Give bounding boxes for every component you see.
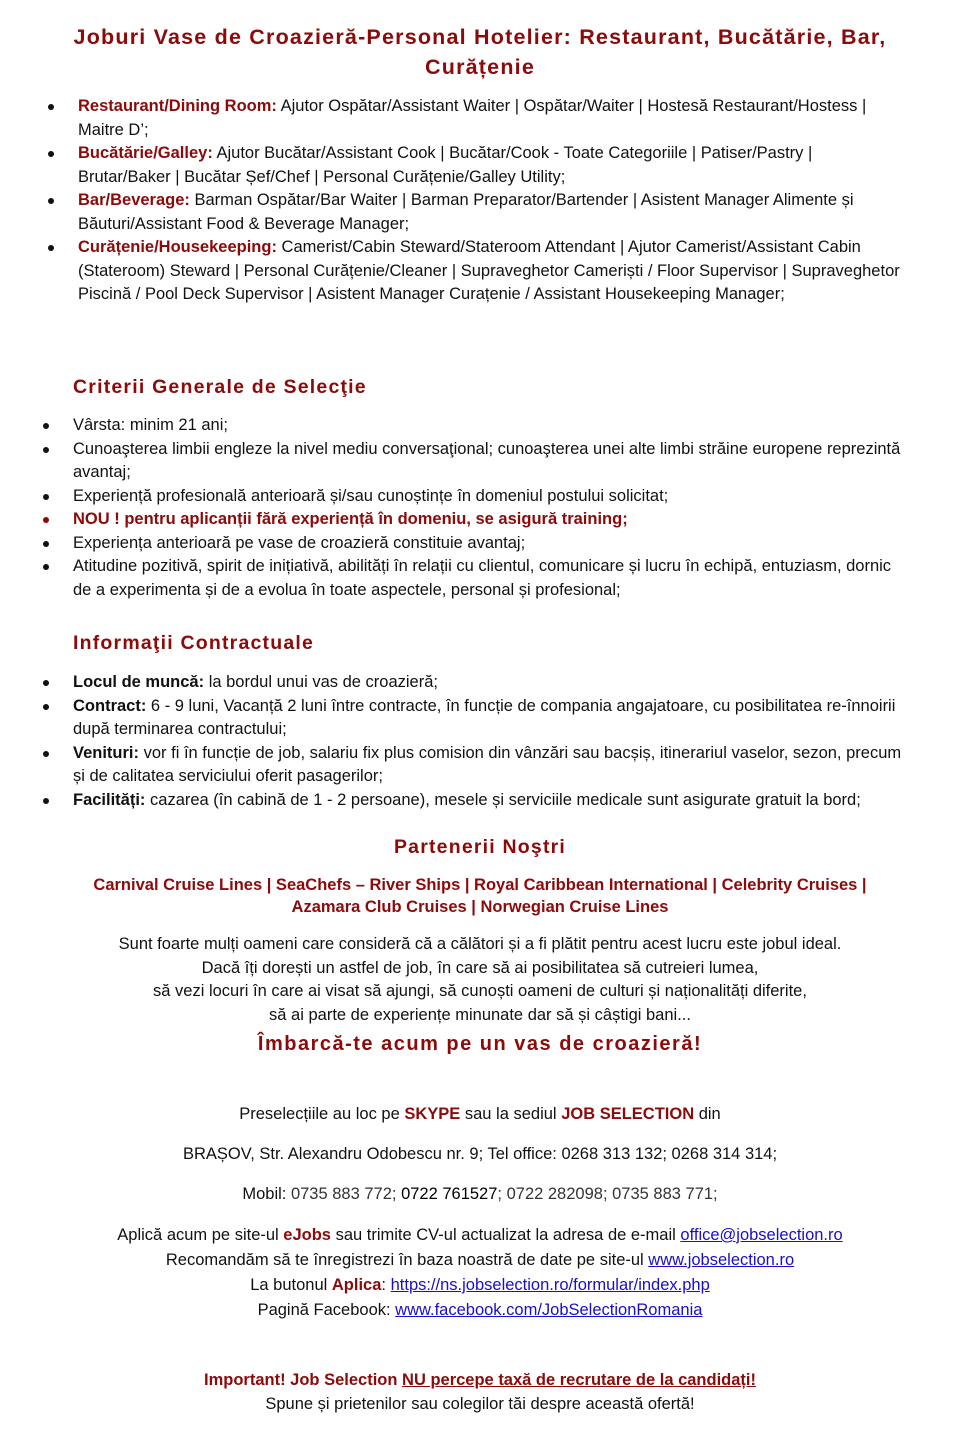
important-note [0, 1368, 960, 1392]
important-label: Important! Job Selection [204, 1371, 403, 1389]
intro-line: să vezi locuri în care ai visat să ajungi, să cunoști oameni de culturi și naționalități diferite, [153, 982, 807, 1000]
category-label: Restaurant/Dining Room: [78, 97, 277, 115]
category-label: Curățenie/Housekeeping: [78, 238, 277, 256]
facebook-line [0, 1298, 960, 1323]
footer [0, 1368, 960, 1416]
item-text: 6 - 9 luni, Vacanță 2 luni între contracte, în funcție de compania angajatoare, cu posibilitatea re-înnoirii după terminarea contractului; [73, 696, 896, 738]
category-text: Camerist/Cabin Steward/Stateroom Attendant | Ajutor Camerist/Assistant Cabin (Stateroom) Steward | Personal Curățenie/Cleaner | Supraveghetor Cameriști / Floor Supervisor | Supraveghetor Piscină / Pool Deck Supervisor | Asistent Manager Curațenie / Assistant Housekeeping Manager; [78, 238, 900, 303]
form-line [0, 1273, 960, 1298]
criteria-heading: Criterii Generale de Selecţie [73, 376, 367, 398]
item-label: Contract: [73, 696, 147, 715]
job-categories-list [78, 95, 908, 307]
item-text: la bordul unui vas de croazieră; [204, 673, 438, 691]
partners-heading: Partenerii Noştri [393, 836, 567, 858]
category-text: Ajutor Bucătar/Assistant Cook | Bucătar/Cook - Toate Categoriile | Patiser/Pastry | Brutar/Baker | Bucătar Șef/Chef | Personal Curățenie/Galley Utility; [78, 144, 813, 186]
text: La butonul [250, 1276, 332, 1294]
partners-list: Carnival Cruise Lines | SeaChefs – River Ships | Royal Caribbean International | Celebrity Cruises | Azamara Club Cruises | Norwegian Cruise Lines [93, 876, 867, 916]
item-label: Venituri: [73, 743, 140, 762]
address-line: BRAȘOV, Str. Alexandru Odobescu nr. 9; Tel office: 0268 313 132; 0268 314 314; [182, 1145, 778, 1163]
item-label: Locul de muncă: [73, 673, 205, 691]
text: Aplică acum pe site-ul [117, 1226, 284, 1244]
call-to-action: Îmbarcă-te acum pe un vas de croazieră! [257, 1033, 703, 1055]
text: sau la sediul [460, 1105, 562, 1123]
intro-line: să ai parte de experiențe minunate dar să și câștigi bani... [269, 1005, 691, 1024]
preselection-line [0, 1103, 960, 1125]
list-item: Vârsta: minim 21 ani; [73, 414, 903, 438]
category-text: Barman Ospătar/Bar Waiter | Barman Preparator/Bartender | Asistent Manager Alimente și Băuturi/Assistant Food & Beverage Manager; [78, 191, 854, 233]
email-link[interactable]: office@jobselection.ro [680, 1226, 843, 1244]
list-item [73, 789, 903, 813]
list-item: Experiența anterioară pe vase de croazieră constituie avantaj; [73, 532, 903, 556]
item-label: Facilități: [73, 790, 146, 809]
aplica-label: Aplica [331, 1276, 382, 1294]
skype-label: SKYPE [404, 1105, 461, 1123]
ejobs-label: eJobs [283, 1226, 331, 1244]
category-text: Ajutor Ospătar/Assistant Waiter | Ospătar/Waiter | Hostesă Restaurant/Hostess | Maitre D’; [78, 97, 867, 139]
text: : [381, 1276, 391, 1294]
list-item: Atitudine pozitivă, spirit de inițiativă, abilități în relații cu clientul, comunicare și lucru în echipă, entuziasm, dornic de a experimenta și de a evolua în toate aspectele, personal și profesional; [73, 555, 903, 602]
list-item: Experiență profesională anterioară și/sau cunoștințe în domeniul postului solicitat; [73, 485, 903, 509]
form-link[interactable]: https://ns.jobselection.ro/formular/index.php [390, 1276, 710, 1294]
text: sau trimite CV-ul actualizat la adresa de e-mail [330, 1226, 681, 1244]
website-link[interactable]: www.jobselection.ro [648, 1251, 795, 1269]
contract-list [73, 671, 903, 812]
page-title: Joburi Vase de Croazieră-Personal Hotelier: Restaurant, Bucătărie, Bar, Curățenie [73, 25, 887, 79]
contract-heading: Informaţii Contractuale [73, 632, 315, 654]
apply-section [0, 1223, 960, 1323]
no-fee-note: NU percepe taxă de recrutare de la candidați! [402, 1371, 756, 1389]
list-item [78, 95, 908, 142]
list-item: Cunoaşterea limbii engleze la nivel mediu conversaţional; cunoaşterea unei alte limbi străine europene reprezintă avantaj; [73, 438, 903, 485]
text: Recomandăm să te înregistrezi în baza noastră de date pe site-ul [165, 1251, 649, 1269]
mobile-line [0, 1183, 960, 1205]
mobile-label: Mobil: [242, 1185, 291, 1203]
phone: 0735 883 772; [290, 1185, 402, 1203]
share-line: Spune și prietenilor sau colegilor tăi despre această ofertă! [265, 1395, 695, 1413]
item-text: vor fi în funcție de job, salariu fix plus comision din vânzări sau bacșiș, itinerariul vaselor, sezon, precum și de calitatea serviciului oferit pasagerilor; [73, 743, 902, 785]
list-item [78, 236, 908, 307]
list-item [73, 695, 903, 742]
list-item [73, 742, 903, 789]
company-name: JOB SELECTION [561, 1105, 695, 1123]
intro-line: Sunt foarte mulți oameni care consideră că a călători și a fi plătit pentru acest lucru este jobul ideal. [118, 935, 842, 953]
apply-line [0, 1223, 960, 1248]
intro-text [0, 933, 960, 1027]
list-item [78, 142, 908, 189]
intro-line: Dacă îți dorești un astfel de job, în care să ai posibilitatea să cutreieri lumea, [201, 958, 759, 977]
phone: ; 0722 282098; 0735 883 771; [497, 1185, 718, 1203]
list-item-new-training: NOU ! pentru aplicanții fără experiență în domeniu, se asigură training; [73, 508, 903, 532]
category-label: Bucătărie/Galley: [78, 144, 213, 162]
text: Preselecțiile au loc pe [239, 1105, 405, 1123]
text: Pagină Facebook: [257, 1301, 396, 1319]
category-label: Bar/Beverage: [78, 191, 190, 209]
criteria-list [73, 414, 903, 602]
phone: 0722 761527 [401, 1185, 498, 1203]
item-text: cazarea (în cabină de 1 - 2 persoane), mesele și serviciile medicale sunt asigurate gratuit la bord; [145, 790, 861, 809]
text: din [694, 1105, 721, 1123]
list-item [73, 671, 903, 695]
facebook-link[interactable]: www.facebook.com/JobSelectionRomania [395, 1301, 703, 1319]
list-item [78, 189, 908, 236]
register-line [0, 1248, 960, 1273]
